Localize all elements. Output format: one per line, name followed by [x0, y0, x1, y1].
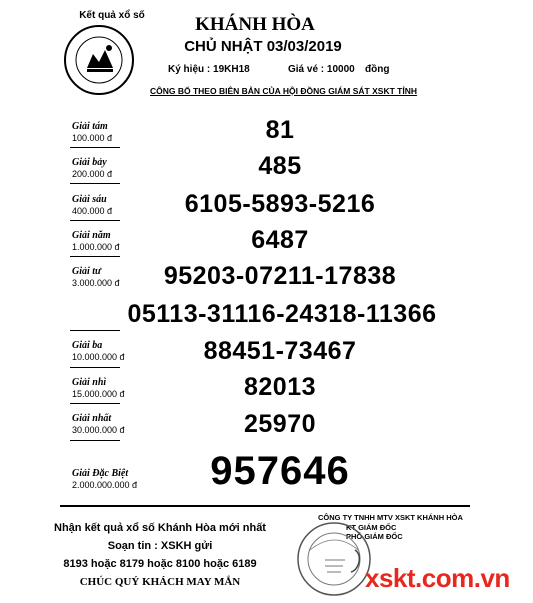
prize-numbers: 6487: [251, 226, 309, 254]
prize-name: Giải tư: [72, 266, 102, 277]
footer-line-3: 8193 hoặc 8179 hoặc 8100 hoặc 6189: [63, 558, 257, 570]
company-seal: [295, 520, 373, 598]
prize-amount: 30.000.000 đ: [72, 425, 125, 435]
deputy-label: PHÓ GIÁM ĐỐC: [346, 532, 403, 541]
prize-amount: 10.000.000 đ: [72, 352, 125, 362]
symbol-label: Ký hiệu : 19KH18: [168, 64, 250, 75]
divider: [70, 256, 120, 257]
prize-numbers: 82013: [243, 373, 317, 401]
prize-name: Giải nhì: [72, 377, 107, 388]
prize-amount: 200.000 đ: [72, 169, 113, 179]
currency-label: đồng: [365, 64, 390, 75]
prize-numbers: 88451-73467: [203, 337, 357, 365]
kt-label: KT GIÁM ĐỐC: [346, 523, 397, 532]
announcement: CÔNG BỐ THEO BIÊN BẢN CỦA HỘI ĐỒNG GIÁM SÁT XSKT TỈNH: [150, 86, 417, 96]
prize-name: Giải tám: [72, 121, 108, 132]
prize-amount: 2.000.000.000 đ: [72, 480, 138, 490]
footer-line-1: Nhận kết quả xổ số Khánh Hòa mới nhất: [54, 522, 266, 534]
footer-divider: [60, 505, 470, 507]
prize-numbers-row2: 05113-31116-24318-11366: [127, 300, 437, 328]
prize-amount: 400.000 đ: [72, 206, 113, 216]
prize-name: Giải năm: [72, 230, 111, 241]
footer-line-4: CHÚC QUÝ KHÁCH MAY MẮN: [79, 576, 241, 588]
prize-numbers: 81: [265, 116, 295, 144]
brand-label: Kết quả xổ số: [79, 10, 145, 21]
province-title: KHÁNH HÒA: [195, 14, 315, 35]
prize-amount: 1.000.000 đ: [72, 242, 120, 252]
price-label: Giá vé : 10000: [288, 64, 355, 75]
divider: [70, 330, 120, 331]
prize-amount: 3.000.000 đ: [72, 278, 120, 288]
draw-date: CHỦ NHẬT 03/03/2019: [184, 38, 342, 55]
prize-name: Giải ba: [72, 340, 103, 351]
prize-numbers: 25970: [243, 410, 317, 438]
special-prize-numbers: 957646: [210, 449, 350, 493]
lottery-logo: [63, 24, 135, 96]
divider: [70, 220, 120, 221]
prize-name: Giải nhất: [72, 413, 112, 424]
divider: [70, 367, 120, 368]
prize-name: Giải bảy: [72, 157, 107, 168]
prize-amount: 15.000.000 đ: [72, 389, 125, 399]
prize-numbers: 485: [258, 152, 302, 180]
divider: [70, 147, 120, 148]
prize-amount: 100.000 đ: [72, 133, 113, 143]
prize-numbers: 95203-07211-17838: [163, 262, 397, 290]
company-name: CÔNG TY TNHH MTV XSKT KHÁNH HÒA: [318, 513, 463, 522]
watermark: xskt.com.vn: [365, 563, 510, 593]
prize-name: Giải Đặc Biệt: [72, 468, 129, 479]
footer-line-2: Soạn tin : XSKH gửi: [107, 540, 213, 552]
divider: [70, 183, 120, 184]
divider: [70, 403, 120, 404]
prize-name: Giải sáu: [72, 194, 107, 205]
divider: [70, 440, 120, 441]
prize-numbers: 6105-5893-5216: [184, 190, 376, 218]
